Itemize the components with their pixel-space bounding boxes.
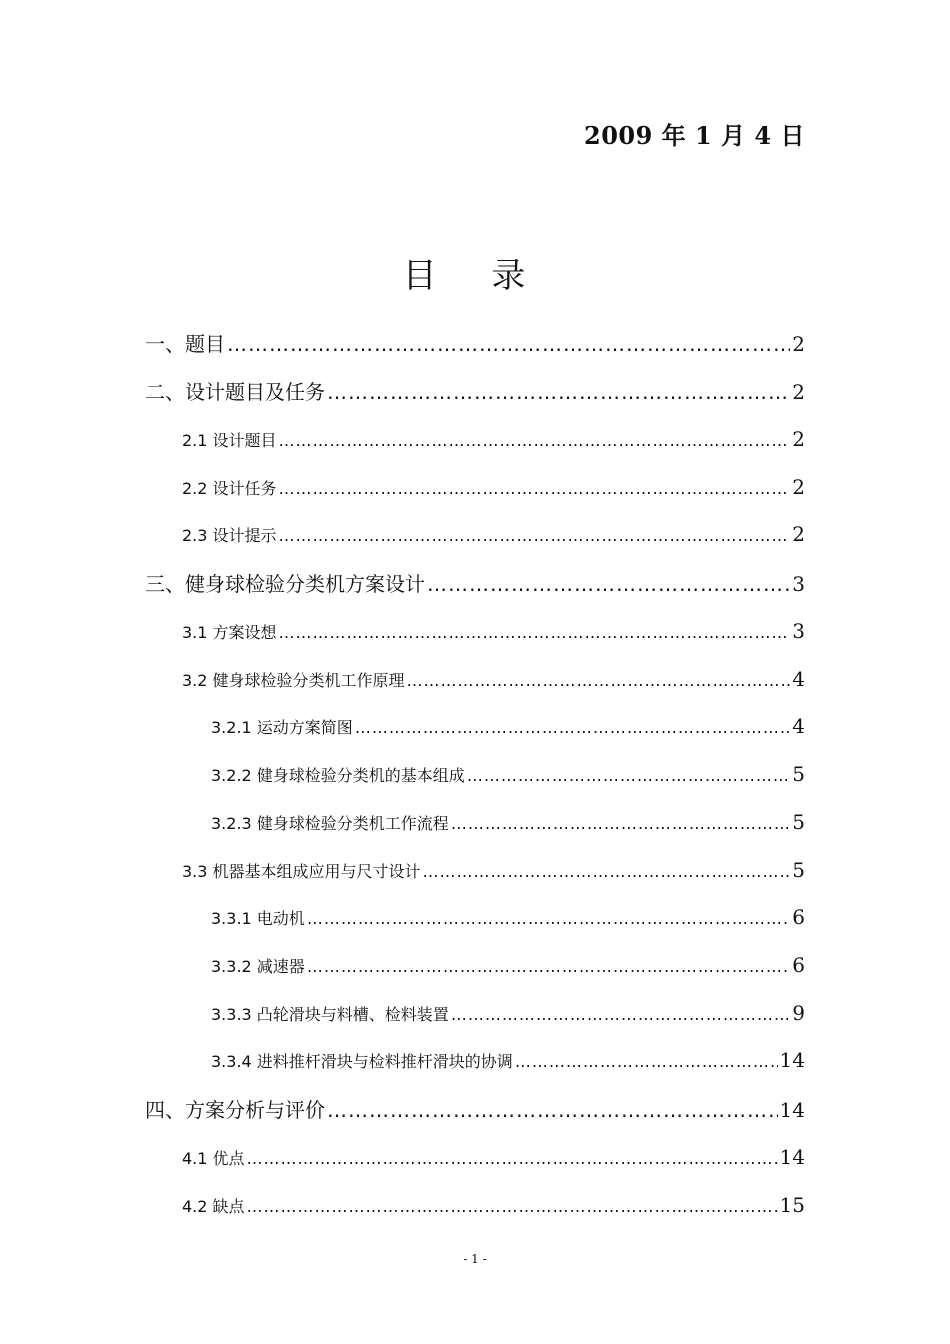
- toc-entry-label: 3.3 机器基本组成应用与尺寸设计: [182, 862, 421, 881]
- toc-leader-dots: [247, 1197, 778, 1216]
- toc-leader-dots: [279, 431, 791, 450]
- toc-entry-3-2-1[interactable]: [211, 714, 805, 738]
- toc-entry-4-1[interactable]: [182, 1145, 805, 1169]
- toc-entry-3[interactable]: [145, 568, 805, 597]
- page-number: - 1 -: [463, 1252, 487, 1266]
- toc-entry-page: 5: [792, 810, 805, 834]
- toc-entry-label: 3.2 健身球检验分类机工作原理: [182, 671, 405, 690]
- toc-entry-label: 2.1 设计题目: [182, 431, 277, 450]
- toc-entry-label: 3.1 方案设想: [182, 623, 277, 642]
- toc-leader-dots: [247, 1149, 778, 1168]
- toc-entry-label: 三、健身球检验分类机方案设计: [145, 572, 425, 596]
- toc-leader-dots: [451, 1005, 790, 1024]
- toc-entry-label: 二、设计题目及任务: [145, 380, 325, 404]
- toc-leader-dots: [427, 572, 790, 596]
- toc-entry-page: 5: [792, 762, 805, 786]
- toc-entry-4[interactable]: [145, 1094, 805, 1123]
- toc-entry-1[interactable]: [145, 328, 805, 357]
- toc-entry-label: 3.3.4 进料推杆滑块与检料推杆滑块的协调: [211, 1052, 513, 1071]
- toc-leader-dots: [279, 623, 791, 642]
- toc-leader-dots: [307, 909, 790, 928]
- toc-entry-3-1[interactable]: [182, 619, 805, 643]
- toc-entry-label: 4.2 缺点: [182, 1197, 245, 1216]
- toc-entry-label: 四、方案分析与评价: [145, 1098, 325, 1122]
- toc-entry-label: 3.2.2 健身球检验分类机的基本组成: [211, 766, 465, 785]
- toc-entry-label: 3.3.2 减速器: [211, 957, 305, 976]
- toc-title: 目 录: [402, 256, 548, 296]
- toc-entry-page: 2: [792, 427, 805, 451]
- toc-entry-page: 9: [792, 1001, 805, 1025]
- toc-leader-dots: [423, 862, 791, 881]
- toc-leader-dots: [327, 1098, 778, 1122]
- toc-entry-4-2[interactable]: [182, 1193, 805, 1217]
- toc-entry-label: 4.1 优点: [182, 1149, 245, 1168]
- toc-entry-label: 3.2.1 运动方案简图: [211, 718, 353, 737]
- toc-entry-3-3-3[interactable]: [211, 1001, 805, 1025]
- toc-entry-2[interactable]: [145, 376, 805, 405]
- toc-entry-page: 14: [779, 1048, 805, 1072]
- toc-entry-page: 2: [792, 332, 805, 356]
- toc-entry-page: 6: [792, 953, 805, 977]
- toc-entry-label: 3.3.3 凸轮滑块与料槽、检料装置: [211, 1005, 449, 1024]
- toc-entry-page: 3: [792, 572, 805, 596]
- toc-entry-label: 3.3.1 电动机: [211, 909, 305, 928]
- toc-entry-3-3-2[interactable]: [211, 953, 805, 977]
- toc-entry-3-3-4[interactable]: [211, 1048, 805, 1072]
- toc-entry-2-1[interactable]: [182, 427, 805, 451]
- toc-entry-page: 4: [792, 667, 805, 691]
- toc-entry-label: 2.2 设计任务: [182, 479, 277, 498]
- toc-entry-3-2-3[interactable]: [211, 810, 805, 834]
- toc-leader-dots: [327, 380, 790, 404]
- toc-entry-3-2-2[interactable]: [211, 762, 805, 786]
- toc-entry-page: 2: [792, 475, 805, 499]
- toc-leader-dots: [355, 718, 790, 737]
- toc-entry-page: 6: [792, 905, 805, 929]
- toc-entry-3-3[interactable]: [182, 858, 805, 882]
- toc-entry-2-2[interactable]: [182, 475, 805, 499]
- toc-entry-page: 2: [792, 380, 805, 404]
- document-date: 2009 年 1 月 4 日: [584, 121, 805, 150]
- toc-entry-page: 15: [779, 1193, 805, 1217]
- toc-entry-3-2[interactable]: [182, 667, 805, 691]
- toc-entry-3-3-1[interactable]: [211, 905, 805, 929]
- toc-entry-page: 4: [792, 714, 805, 738]
- toc-entry-label: 3.2.3 健身球检验分类机工作流程: [211, 814, 449, 833]
- toc-leader-dots: [227, 332, 790, 356]
- toc-entry-page: 3: [792, 619, 805, 643]
- toc-entry-label: 一、题目: [145, 332, 225, 356]
- toc-leader-dots: [515, 1052, 778, 1071]
- toc-leader-dots: [407, 671, 791, 690]
- toc-entry-2-3[interactable]: [182, 522, 805, 546]
- toc-entry-page: 2: [792, 522, 805, 546]
- toc-leader-dots: [279, 479, 791, 498]
- toc-leader-dots: [451, 814, 790, 833]
- toc-entry-page: 14: [779, 1098, 805, 1122]
- toc-leader-dots: [467, 766, 790, 785]
- toc-entry-page: 5: [792, 858, 805, 882]
- toc-entry-label: 2.3 设计提示: [182, 526, 277, 545]
- toc-leader-dots: [307, 957, 790, 976]
- toc-leader-dots: [279, 526, 791, 545]
- toc-entry-page: 14: [779, 1145, 805, 1169]
